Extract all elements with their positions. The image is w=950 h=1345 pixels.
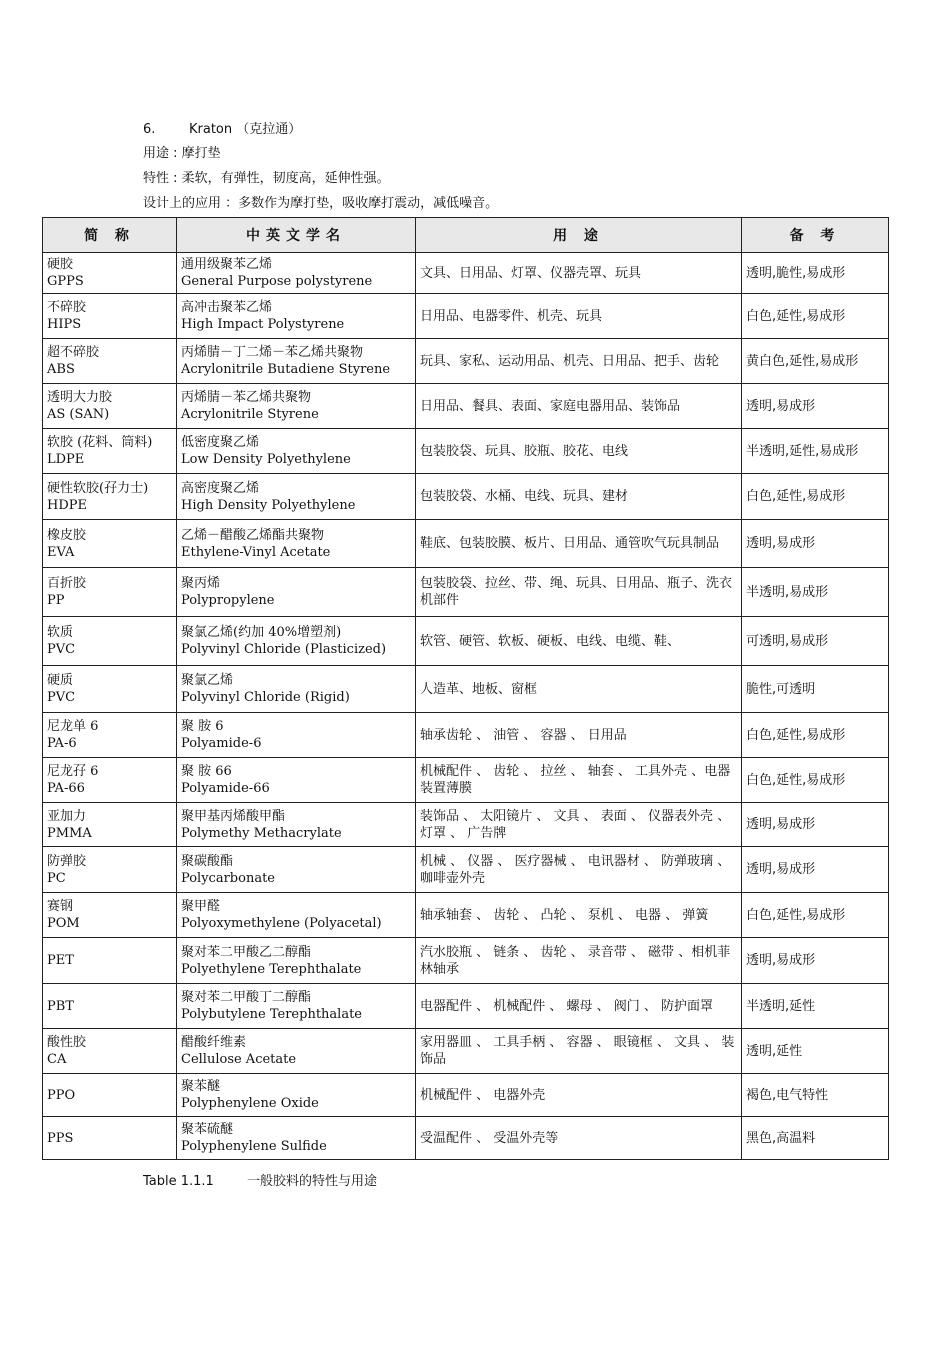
abbr-chinese: 软质 — [47, 625, 74, 640]
abbr-code: EVA — [47, 544, 75, 560]
name-cell — [177, 713, 416, 758]
name-chinese: 醋酸纤维素 — [181, 1035, 247, 1050]
abbr-code: CA — [47, 1052, 67, 1067]
name-cell — [177, 1117, 416, 1160]
name-english: Polycarbonate — [181, 870, 275, 886]
name-english: Polyoxymethylene (Polyacetal) — [181, 916, 382, 931]
table-row — [43, 847, 889, 893]
table-row — [43, 666, 889, 713]
note-cell: 褐色,电气特性 — [742, 1074, 889, 1117]
note-cell: 透明,易成形 — [742, 520, 889, 568]
abbr-cell — [43, 568, 177, 617]
abbr-chinese: 尼龙单 6 — [47, 719, 99, 734]
abbr-cell — [43, 1029, 177, 1074]
table-row — [43, 568, 889, 617]
name-english: Polybutylene Terephthalate — [181, 1007, 362, 1022]
table-row — [43, 1117, 889, 1160]
abbr-code: POM — [47, 916, 80, 931]
name-cell — [177, 429, 416, 474]
use-cell: 机械配件 、 电器外壳 — [416, 1074, 742, 1117]
abbr-code: PPS — [47, 1130, 74, 1146]
note-cell: 白色,延性,易成形 — [742, 294, 889, 339]
abbr-cell — [43, 474, 177, 520]
note-cell: 半透明,延性 — [742, 984, 889, 1029]
abbr-cell — [43, 384, 177, 429]
abbr-code: PBT — [47, 998, 74, 1014]
abbr-cell — [43, 938, 177, 984]
abbr-chinese: 软胶 (花料、筒料) — [47, 435, 153, 450]
name-chinese: 高冲击聚苯乙烯 — [181, 300, 273, 315]
use-cell: 包装胶袋、拉丝、带、绳、玩具、日用品、瓶子、洗衣机部件 — [416, 568, 742, 617]
table-row — [43, 938, 889, 984]
table-row — [43, 429, 889, 474]
table-row — [43, 1074, 889, 1117]
note-cell: 可透明,易成形 — [742, 617, 889, 666]
abbr-chinese: 透明大力胶 — [47, 390, 113, 405]
use-cell: 机械 、 仪器 、 医疗器械 、 电讯器材 、 防弹玻璃 、 咖啡壶外壳 — [416, 847, 742, 893]
name-chinese: 聚氯乙烯(约加 40%增塑剂) — [181, 625, 342, 640]
name-cell — [177, 568, 416, 617]
abbr-cell — [43, 847, 177, 893]
caption-text: 一般胶料的特性与用途 — [247, 1174, 378, 1189]
name-cell — [177, 339, 416, 384]
abbr-cell — [43, 617, 177, 666]
use-cell: 玩具、家私、运动用品、机壳、日用品、把手、齿轮 — [416, 339, 742, 384]
note-cell: 透明,易成形 — [742, 847, 889, 893]
use-cell: 家用器皿 、 工具手柄 、 容器 、 眼镜框 、 文具 、 装饰品 — [416, 1029, 742, 1074]
name-chinese: 高密度聚乙烯 — [181, 480, 260, 496]
name-english: General Purpose polystyrene — [181, 274, 373, 289]
abbr-chinese: 防弹胶 — [47, 853, 87, 869]
abbr-chinese: 不碎胶 — [47, 300, 87, 315]
abbr-chinese: 尼龙孖 6 — [47, 764, 99, 779]
name-cell — [177, 666, 416, 713]
abbr-cell — [43, 520, 177, 568]
name-english: Polypropylene — [181, 593, 275, 608]
note-cell: 半透明,易成形 — [742, 568, 889, 617]
name-chinese: 聚苯硫醚 — [181, 1122, 234, 1137]
section-title: Kraton （克拉通） — [189, 122, 302, 137]
name-english: Polyamide-6 — [181, 736, 262, 751]
table-row — [43, 520, 889, 568]
abbr-chinese: 亚加力 — [47, 808, 87, 824]
use-cell: 日用品、电器零件、机壳、玩具 — [416, 294, 742, 339]
name-chinese: 聚碳酸酯 — [181, 853, 234, 869]
abbr-cell — [43, 984, 177, 1029]
note-cell: 透明,易成形 — [742, 938, 889, 984]
header-use: 用 途 — [416, 218, 742, 253]
abbr-cell — [43, 339, 177, 384]
name-english: Low Density Polyethylene — [181, 452, 351, 467]
section-heading — [143, 122, 301, 138]
abbr-code: HIPS — [47, 317, 82, 332]
name-english: Polyphenylene Oxide — [181, 1096, 319, 1111]
note-cell: 白色,延性,易成形 — [742, 474, 889, 520]
name-english: Polyamide-66 — [181, 781, 270, 796]
abbr-code: LDPE — [47, 452, 85, 467]
name-english: Polyethylene Terephthalate — [181, 961, 362, 977]
table-row — [43, 294, 889, 339]
name-cell — [177, 1074, 416, 1117]
name-chinese: 丙烯腈－丁二烯－苯乙烯共聚物 — [181, 345, 364, 360]
section-number: 6. — [143, 122, 156, 137]
note-cell: 脆性,可透明 — [742, 666, 889, 713]
note-cell: 白色,延性,易成形 — [742, 713, 889, 758]
use-cell: 电器配件 、 机械配件 、 螺母 、 阀门 、 防护面罩 — [416, 984, 742, 1029]
abbr-chinese: 酸性胶 — [47, 1035, 87, 1050]
name-chinese: 通用级聚苯乙烯 — [181, 257, 273, 272]
note-cell: 黄白色,延性,易成形 — [742, 339, 889, 384]
name-english: Polyvinyl Chloride (Rigid) — [181, 690, 350, 705]
name-english: High Impact Polystyrene — [181, 317, 345, 332]
name-chinese: 乙烯－醋酸乙烯酯共聚物 — [181, 527, 325, 543]
header-name: 中英文学名 — [177, 218, 416, 253]
abbr-code: PET — [47, 953, 74, 968]
table-row — [43, 984, 889, 1029]
name-cell — [177, 984, 416, 1029]
name-chinese: 丙烯腈－苯乙烯共聚物 — [181, 390, 312, 405]
note-cell: 白色,延性,易成形 — [742, 893, 889, 938]
table-row — [43, 617, 889, 666]
abbr-cell — [43, 758, 177, 803]
abbr-code: PPO — [47, 1087, 76, 1103]
name-cell — [177, 520, 416, 568]
abbr-code: PVC — [47, 642, 76, 657]
note-cell: 透明,易成形 — [742, 384, 889, 429]
use-cell: 装饰品 、 太阳镜片 、 文具 、 表面 、 仪器表外壳 、 灯罩 、 广告牌 — [416, 803, 742, 847]
name-cell — [177, 474, 416, 520]
name-cell — [177, 384, 416, 429]
table-row — [43, 893, 889, 938]
usage-line: 用途 : 摩打垫 — [143, 146, 221, 161]
note-cell: 透明,延性 — [742, 1029, 889, 1074]
name-chinese: 聚苯醚 — [181, 1079, 221, 1094]
abbr-cell — [43, 713, 177, 758]
abbr-code: PA-66 — [47, 781, 85, 796]
use-cell: 鞋底、包装胶膜、板片、日用品、通管吹气玩具制品 — [416, 520, 742, 568]
abbr-code: HDPE — [47, 497, 87, 513]
name-chinese: 聚对苯二甲酸丁二醇酯 — [181, 990, 312, 1005]
note-cell: 透明,脆性,易成形 — [742, 253, 889, 294]
abbr-code: PVC — [47, 690, 76, 705]
abbr-cell — [43, 803, 177, 847]
use-cell: 受温配件 、 受温外壳等 — [416, 1117, 742, 1160]
table-row — [43, 758, 889, 803]
header-note: 备 考 — [742, 218, 889, 253]
table-row — [43, 1029, 889, 1074]
abbr-code: PP — [47, 593, 65, 608]
name-chinese: 聚对苯二甲酸乙二醇酯 — [181, 944, 312, 960]
name-chinese: 聚甲基丙烯酸甲酯 — [181, 808, 286, 824]
name-cell — [177, 1029, 416, 1074]
name-chinese: 低密度聚乙烯 — [181, 435, 260, 450]
use-cell: 软管、硬管、软板、硬板、电线、电缆、鞋、 — [416, 617, 742, 666]
use-cell: 轴承轴套 、 齿轮 、 凸轮 、 泵机 、 电器 、 弹簧 — [416, 893, 742, 938]
use-cell: 轴承齿轮 、 油管 、 容器 、 日用品 — [416, 713, 742, 758]
caption-number: Table 1.1.1 — [143, 1174, 214, 1189]
abbr-code: PMMA — [47, 825, 92, 841]
table-row — [43, 253, 889, 294]
use-cell: 机械配件 、 齿轮 、 拉丝 、 轴套 、 工具外壳 、电器装置薄膜 — [416, 758, 742, 803]
table-row — [43, 713, 889, 758]
name-chinese: 聚 胺 66 — [181, 764, 232, 779]
abbr-chinese: 百折胶 — [47, 576, 87, 591]
name-cell — [177, 893, 416, 938]
name-english: Polyphenylene Sulfide — [181, 1139, 327, 1154]
note-cell: 白色,延性,易成形 — [742, 758, 889, 803]
abbr-chinese: 橡皮胶 — [47, 527, 87, 543]
abbr-chinese: 硬质 — [47, 673, 74, 688]
name-english: Polymethy Methacrylate — [181, 825, 342, 841]
abbr-cell — [43, 253, 177, 294]
name-cell — [177, 758, 416, 803]
name-cell — [177, 938, 416, 984]
table-row — [43, 339, 889, 384]
name-english: Cellulose Acetate — [181, 1052, 297, 1067]
name-english: Ethylene-Vinyl Acetate — [181, 544, 331, 560]
abbr-code: PA-6 — [47, 736, 77, 751]
property-line: 特性 : 柔软，有弹性，韧度高，延伸性强。 — [143, 171, 390, 186]
abbr-chinese: 超不碎胶 — [47, 345, 100, 360]
name-cell — [177, 294, 416, 339]
use-cell: 人造革、地板、窗框 — [416, 666, 742, 713]
design-line: 设计上的应用 ：多数作为摩打垫，吸收摩打震动，减低噪音。 — [143, 196, 499, 211]
header-abbr: 简 称 — [43, 218, 177, 253]
name-english: Acrylonitrile Butadiene Styrene — [181, 362, 391, 377]
abbr-chinese: 硬胶 — [47, 257, 74, 272]
table-header-row — [43, 218, 889, 253]
name-cell — [177, 803, 416, 847]
table-row — [43, 474, 889, 520]
materials-table — [42, 217, 889, 1160]
use-cell: 日用品、餐具、表面、家庭电器用品、装饰品 — [416, 384, 742, 429]
note-cell: 半透明,延性,易成形 — [742, 429, 889, 474]
table-caption — [143, 1170, 377, 1189]
abbr-code: AS (SAN) — [47, 407, 110, 422]
abbr-chinese: 赛钢 — [47, 899, 74, 914]
abbr-cell — [43, 1074, 177, 1117]
table-row — [43, 384, 889, 429]
abbr-cell — [43, 893, 177, 938]
note-cell: 黑色,高温料 — [742, 1117, 889, 1160]
name-english: Acrylonitrile Styrene — [181, 407, 319, 422]
name-chinese: 聚丙烯 — [181, 576, 221, 591]
name-english: High Density Polyethylene — [181, 497, 356, 513]
name-cell — [177, 847, 416, 893]
abbr-chinese: 硬性软胶(孖力士) — [47, 480, 149, 496]
use-cell: 汽水胶瓶 、 链条 、 齿轮 、 录音带 、 磁带 、相机菲林轴承 — [416, 938, 742, 984]
name-cell — [177, 253, 416, 294]
name-cell — [177, 617, 416, 666]
name-chinese: 聚甲醛 — [181, 899, 221, 914]
abbr-cell — [43, 429, 177, 474]
name-chinese: 聚氯乙烯 — [181, 673, 234, 688]
abbr-cell — [43, 666, 177, 713]
use-cell: 包装胶袋、玩具、胶瓶、胶花、电线 — [416, 429, 742, 474]
abbr-code: PC — [47, 870, 66, 886]
use-cell: 文具、日用品、灯罩、仪器壳罩、玩具 — [416, 253, 742, 294]
name-chinese: 聚 胺 6 — [181, 719, 224, 734]
abbr-code: ABS — [47, 362, 75, 377]
name-english: Polyvinyl Chloride (Plasticized) — [181, 642, 387, 657]
abbr-cell — [43, 1117, 177, 1160]
note-cell: 透明,易成形 — [742, 803, 889, 847]
abbr-cell — [43, 294, 177, 339]
table-row — [43, 803, 889, 847]
abbr-code: GPPS — [47, 274, 84, 289]
use-cell: 包装胶袋、水桶、电线、玩具、建材 — [416, 474, 742, 520]
